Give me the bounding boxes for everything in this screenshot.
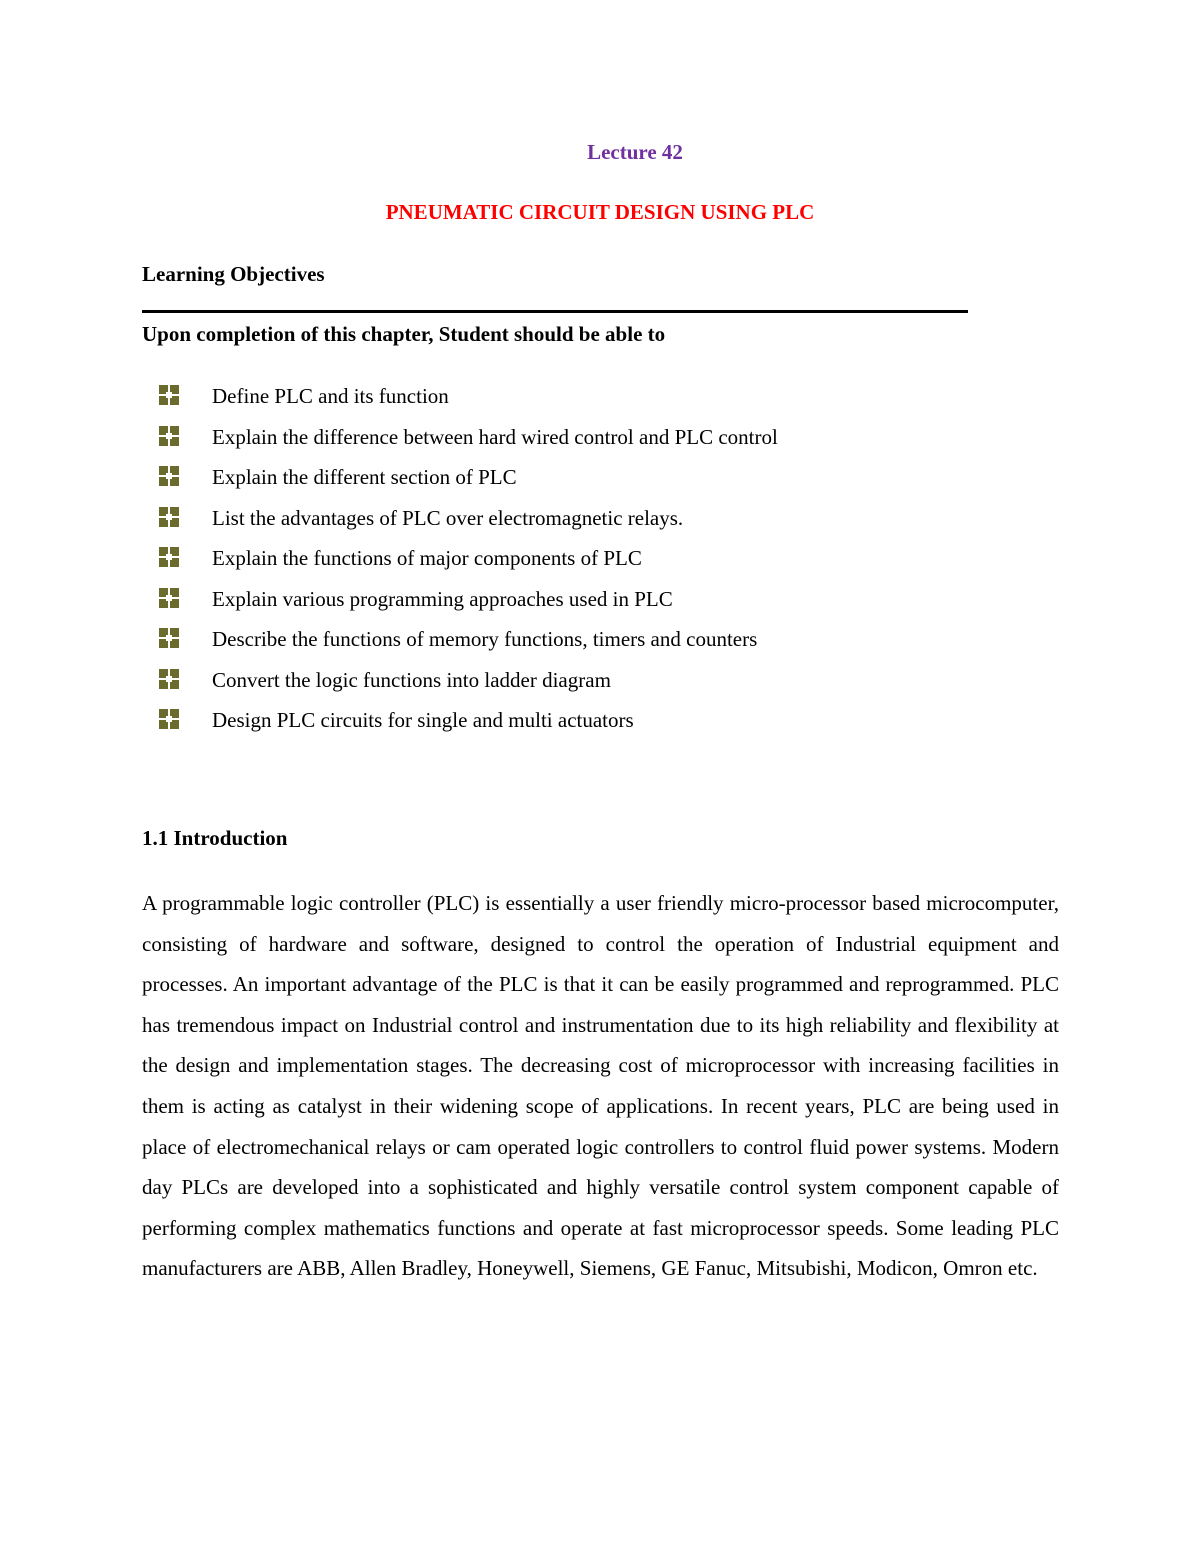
- list-item: [158, 542, 778, 583]
- objectives-intro: Upon completion of this chapter, Student should be able to: [142, 322, 666, 346]
- four-square-bullet-icon: [158, 546, 180, 568]
- objective-text: Explain various programming approaches used in PLC: [212, 586, 673, 611]
- list-item: [158, 421, 778, 462]
- objective-text: Explain the functions of major components of PLC: [212, 546, 642, 570]
- objective-text: Design PLC circuits for single and multi actuators: [212, 708, 634, 732]
- four-square-bullet-icon: [158, 506, 180, 528]
- four-square-bullet-icon: [158, 587, 180, 609]
- introduction-paragraph: A programmable logic controller (PLC) is essentially a user friendly micro-processor based microcomputer, consisting of hardware and software, designed to control the operation of Industrial equipment and processes. An important advantage of the PLC is that it can be easily programmed and reprogrammed. PLC has tremendous impact on Industrial control and instrumentation due to its high reliability and flexibility at the design and implementation stages. The decreasing cost of microprocessor with increasing facilities in them is acting as catalyst in their widening scope of applications. In recent years, PLC are being used in place of electromechanical relays or cam operated logic controllers to control fluid power systems. Modern day PLCs are developed into a sophisticated and highly versatile control system component capable of performing complex mathematics functions and operate at fast microprocessor speeds. Some leading PLC manufacturers are ABB, Allen Bradley, Honeywell, Siemens, GE Fanuc, Mitsubishi, Modicon, Omron etc.: [142, 891, 1059, 1281]
- list-item: [158, 380, 778, 421]
- objective-text: List the advantages of PLC over electromagnetic relays.: [212, 505, 684, 530]
- four-square-bullet-icon: [158, 384, 180, 406]
- four-square-bullet-icon: [158, 668, 180, 690]
- page-title: PNEUMATIC CIRCUIT DESIGN USING PLC: [385, 200, 815, 224]
- four-square-bullet-icon: [158, 465, 180, 487]
- list-item: [158, 461, 778, 502]
- four-square-bullet-icon: [158, 627, 180, 649]
- list-item: [158, 664, 778, 705]
- four-square-bullet-icon: [158, 425, 180, 447]
- list-item: [158, 704, 778, 745]
- objectives-list: [158, 380, 778, 745]
- objective-text: Define PLC and its function: [212, 384, 449, 408]
- objective-text: Convert the logic functions into ladder diagram: [212, 667, 611, 692]
- list-item: [158, 583, 778, 624]
- lecture-number: Lecture 42: [587, 140, 683, 164]
- section-heading: 1.1 Introduction: [142, 826, 288, 850]
- four-square-bullet-icon: [158, 708, 180, 730]
- objective-text: Explain the difference between hard wired control and PLC control: [212, 424, 778, 449]
- objective-text: Describe the functions of memory functions, timers and counters: [212, 627, 758, 651]
- horizontal-divider: [142, 310, 968, 313]
- learning-objectives-heading: Learning Objectives: [142, 262, 325, 286]
- list-item: [158, 623, 778, 664]
- list-item: [158, 502, 778, 543]
- objective-text: Explain the different section of PLC: [212, 465, 517, 489]
